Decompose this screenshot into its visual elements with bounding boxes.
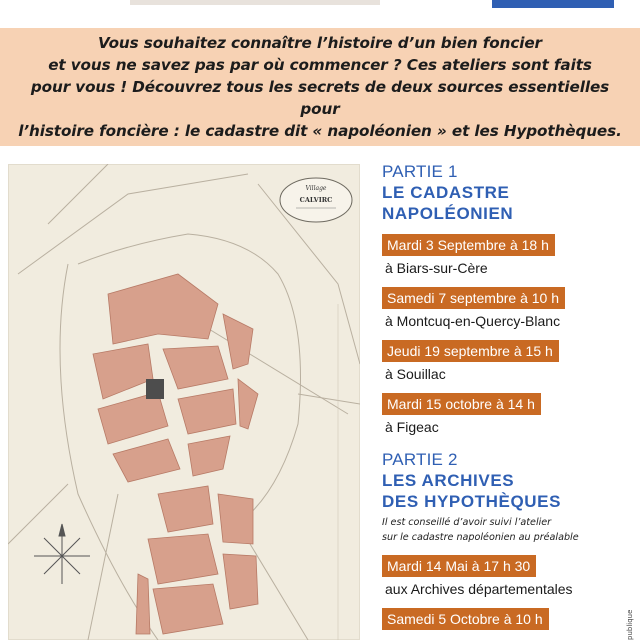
workshop-schedule xyxy=(382,162,640,630)
intro-line-3: pour vous ! Découvrez tous les secrets de deux sources essentielles pour xyxy=(30,78,610,118)
part2-note-line-1: Il est conseillé d’avoir suivi l’atelier xyxy=(382,517,552,528)
session-date: Mardi 15 octobre à 14 h xyxy=(382,393,541,415)
intro-line-4: l’histoire foncière : le cadastre dit « napoléonien » et les Hypothèques. xyxy=(18,122,622,140)
session-date: Mardi 3 Septembre à 18 h xyxy=(382,234,555,256)
session-date: Samedi 5 Octobre à 10 h xyxy=(382,608,549,630)
part2-session-2 xyxy=(382,608,640,630)
session-place: à Biars-sur-Cère xyxy=(385,260,488,276)
cartouche-name-text: CALVIRC xyxy=(299,196,333,204)
part1-session-4 xyxy=(382,393,640,436)
part1-title-line-1: LE CADASTRE xyxy=(382,183,510,202)
part1-title-line-2: NAPOLÉONIEN xyxy=(382,204,514,223)
part2-label: PARTIE 2 xyxy=(382,450,458,469)
part2-title-line-1: LES ARCHIVES xyxy=(382,471,515,490)
intro-line-1: Vous souhaitez connaître l’histoire d’un bien foncier xyxy=(98,34,542,52)
session-date: Mardi 14 Mai à 17 h 30 xyxy=(382,555,536,577)
part1-label: PARTIE 1 xyxy=(382,162,458,181)
cartouche-top-text: Village xyxy=(305,185,327,192)
top-decoration xyxy=(130,0,380,5)
session-place: à Souillac xyxy=(385,366,446,382)
session-date: Jeudi 19 septembre à 15 h xyxy=(382,340,559,362)
church-mark xyxy=(146,379,164,399)
session-date: Samedi 7 septembre à 10 h xyxy=(382,287,565,309)
part1-session-2 xyxy=(382,287,640,330)
part2-section xyxy=(382,450,640,630)
part2-note-line-2: sur le cadastre napoléonien au préalable xyxy=(382,532,579,543)
map-cartouche xyxy=(280,178,352,222)
session-place: à Figeac xyxy=(385,419,439,435)
session-place: à Montcuq-en-Quercy-Blanc xyxy=(385,313,561,329)
top-blue-tab xyxy=(492,0,614,8)
part1-session-3 xyxy=(382,340,640,383)
session-place: aux Archives départementales xyxy=(385,581,573,597)
intro-line-2: et vous ne savez pas par où commencer ? Ces ateliers sont faits xyxy=(48,56,592,74)
part2-note xyxy=(382,515,640,545)
intro-banner xyxy=(0,28,640,146)
part1-session-1 xyxy=(382,234,640,277)
side-credit-text: publique xyxy=(626,609,634,640)
part2-session-1 xyxy=(382,555,640,598)
part2-title-line-2: DES HYPOTHÈQUES xyxy=(382,492,562,511)
part1-section xyxy=(382,162,640,436)
cadastre-map-image xyxy=(8,164,360,640)
